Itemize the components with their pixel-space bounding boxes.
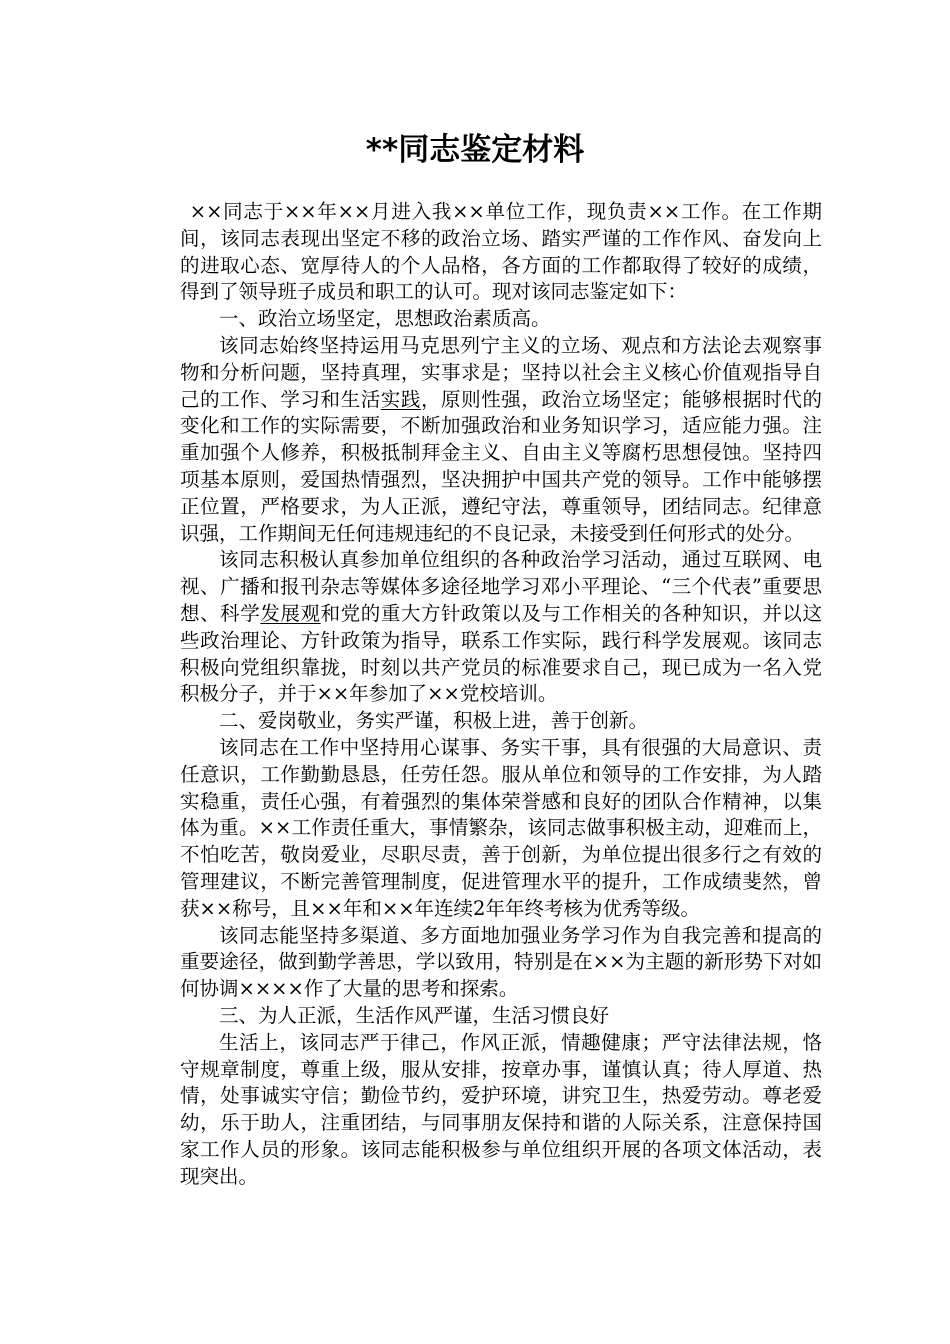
paragraph-text: 该同志积极认真参加单位组织的各种政治学习活动，通过互联网、电视、广播和报刊杂志等媒体多途径地学习邓小平理论、“三个代表”重要思想、科学 <box>180 548 822 625</box>
paragraph-political-stance <box>180 333 822 547</box>
section-heading-2: 二、爱岗敬业，务实严谨，积极上进，善于创新。 <box>219 709 649 733</box>
document-title: **同志鉴定材料 <box>365 132 585 168</box>
paragraph-text: 该同志始终坚持运用马克思列宁主义的立场、观点和方法论去观察事物和分析问题，坚持真理，实事求是；坚持以社会主义核心价值观指导自己的工作、学习和生活 <box>180 333 822 411</box>
paragraph-text: 和党的重大方针政策以及与工作相关的各种知识，并以这些政治理论、方针政策为指导，联系工作实际，践行科学发展观。该同志积极向党组织靠拢，时刻以共产党员的标准要求自己，现已成为一名入党积极分子，并于××年参加了××党校培训。 <box>180 601 822 706</box>
document-body <box>180 199 822 1190</box>
section-heading-1: 一、政治立场坚定，思想政治素质高。 <box>219 307 551 331</box>
paragraph-business-study: 该同志能坚持多渠道、多方面地加强业务学习作为自我完善和提高的重要途径，做到勤学善思，学以致用，特别是在××为主题的新形势下对如何协调××××作了大量的思考和探索。 <box>180 923 822 1001</box>
paragraph-work-attitude: 该同志在工作中坚持用心谋事、务实干事，具有很强的大局意识、责任意识，工作勤勤恳恳，任劳任怨。服从单位和领导的工作安排，为人踏实稳重，责任心强，有着强烈的集体荣誉感和良好的团队合作精神，以集体为重。××工作责任重大，事情繁杂，该同志做事积极主动，迎难而上，不怕吃苦，敬岗爱业，尽职尽责，善于创新，为单位提出很多行之有效的管理建议，不断完善管理制度，促进管理水平的提升，工作成绩斐然，曾获××称号，且××年和××年连续2年年终考核为优秀等级。 <box>180 735 822 920</box>
intro-paragraph: ××同志于××年××月进入我××单位工作，现负责××工作。在工作期间，该同志表现出坚定不移的政治立场、踏实严谨的工作作风、奋发向上的进取心态、宽厚待人的个人品格，各方面的工作都取得了较好的成绩，得到了领导班子成员和职工的认可。现对该同志鉴定如下： <box>180 200 822 304</box>
paragraph-text: ，原则性强，政治立场坚定；能够根据时代的变化和工作的实际需要，不断加强政治和业务知识学习，适应能力强。注重加强个人修养，积极抵制拜金主义、自由主义等腐朽思想侵蚀。坚持四项基本原则，爱国热情强烈，坚决拥护中国共产党的领导。工作中能够摆正位置，严格要求，为人正派，遵纪守法，尊重领导，团结同志。纪律意识强，工作期间无任何违规违纪的不良记录，未接受到任何形式的处分。 <box>180 387 822 545</box>
link-development-view[interactable]: 发展观 <box>260 601 321 625</box>
paragraph-lifestyle: 生活上，该同志严于律己，作风正派，情趣健康；严守法律法规，恪守规章制度，尊重上级，服从安排，按章办事，谨慎认真；待人厚道、热情，处事诚实守信；勤俭节约，爱护环境，讲究卫生，热爱劳动。尊老爱幼，乐于助人，注重团结，与同事朋友保持和谐的人际关系，注意保持国家工作人员的形象。该同志能积极参与单位组织开展的各项文体活动，表现突出。 <box>180 1030 822 1188</box>
section-heading-3: 三、为人正派，生活作风严谨，生活习惯良好 <box>219 1003 610 1027</box>
link-practice[interactable]: 实践 <box>380 387 421 411</box>
paragraph-political-study <box>180 547 822 708</box>
